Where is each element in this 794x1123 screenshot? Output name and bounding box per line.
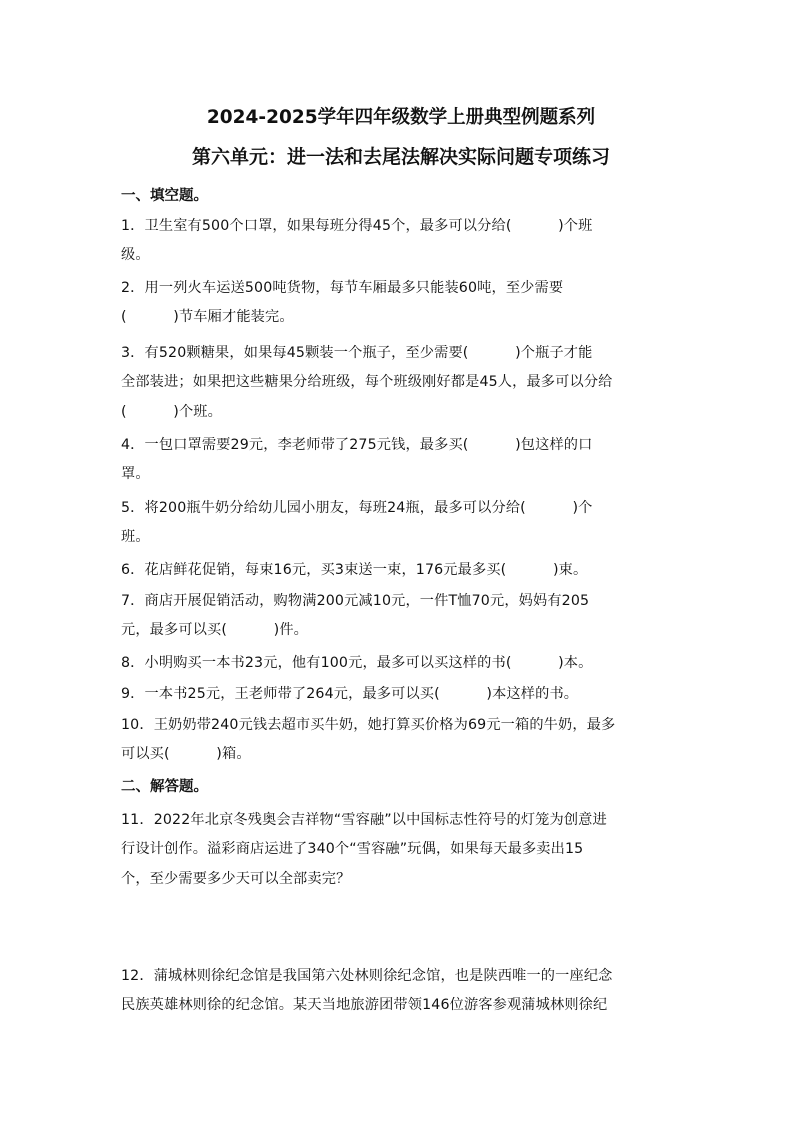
question-line: 3．有520颗糖果，如果每45颗装一个瓶子，至少需要( )个瓶子才能: [121, 345, 593, 361]
question-line: 行设计创作。溢彩商店运进了340个“雪容融”玩偶，如果每天最多卖出15: [121, 841, 584, 858]
question-12: [121, 962, 677, 1021]
question-2: [121, 274, 677, 333]
question-line: 8．小明购买一本书23元，他有100元，最多可以买这样的书( )本。: [121, 655, 593, 671]
question-line: 1．卫生室有500个口罩，如果每班分得45个，最多可以分给( )个班: [121, 218, 593, 234]
question-line: 4．一包口罩需要29元，李老师带了275元钱，最多买( )包这样的口: [121, 437, 593, 453]
section-heading-fill: 一、填空题。: [121, 188, 208, 204]
question-11: [121, 806, 677, 894]
question-line: 6．花店鲜花促销，每束16元，买3束送一束，176元最多买( )束。: [121, 562, 588, 578]
question-9: [121, 680, 677, 709]
question-line: 全部装进；如果把这些糖果分给班级，每个班级刚好都是45人，最多可以分给: [121, 374, 613, 391]
question-line: ( )节车厢才能装完。: [121, 309, 294, 326]
question-line: 10．王奶奶带240元钱去超市买牛奶，她打算买价格为69元一箱的牛奶，最多: [121, 717, 616, 733]
question-line: 7．商店开展促销活动，购物满200元减10元，一件T恤70元，妈妈有205: [121, 593, 590, 609]
page-subtitle: 第六单元：进一法和去尾法解决实际问题专项练习: [191, 146, 610, 168]
question-line: 9．一本书25元，王老师带了264元，最多可以买( )本这样的书。: [121, 686, 579, 702]
question-10: [121, 711, 677, 770]
question-4: [121, 431, 677, 490]
question-line: ( )个班。: [121, 403, 222, 420]
question-line: 罩。: [121, 466, 150, 483]
question-6: [121, 556, 677, 585]
question-line: 级。: [121, 247, 150, 264]
question-line: 5．将200瓶牛奶分给幼儿园小朋友，每班24瓶，最多可以分给( )个: [121, 500, 593, 516]
question-line: 11．2022年北京冬残奥会吉祥物“雪容融”以中国标志性符号的灯笼为创意进: [121, 812, 607, 828]
question-line: 班。: [121, 529, 150, 546]
page-title: 2024-2025学年四年级数学上册典型例题系列: [206, 107, 596, 128]
question-1: [121, 212, 677, 271]
question-5: [121, 494, 677, 553]
section-heading-solve: 二、解答题。: [121, 779, 208, 795]
question-line: 12．蒲城林则徐纪念馆是我国第六处林则徐纪念馆，也是陕西唯一的一座纪念: [121, 968, 613, 984]
question-line: 可以买( )箱。: [121, 746, 251, 763]
question-8: [121, 649, 677, 678]
question-3: [121, 339, 677, 427]
question-7: [121, 587, 677, 646]
question-line: 个，至少需要多少天可以全部卖完？: [121, 870, 351, 887]
question-line: 2．用一列火车运送500吨货物，每节车厢最多只能装60吨，至少需要: [121, 280, 564, 296]
question-line: 民族英雄林则徐的纪念馆。某天当地旅游团带领146位游客参观蒲城林则徐纪: [121, 997, 608, 1014]
question-line: 元，最多可以买( )件。: [121, 622, 309, 639]
